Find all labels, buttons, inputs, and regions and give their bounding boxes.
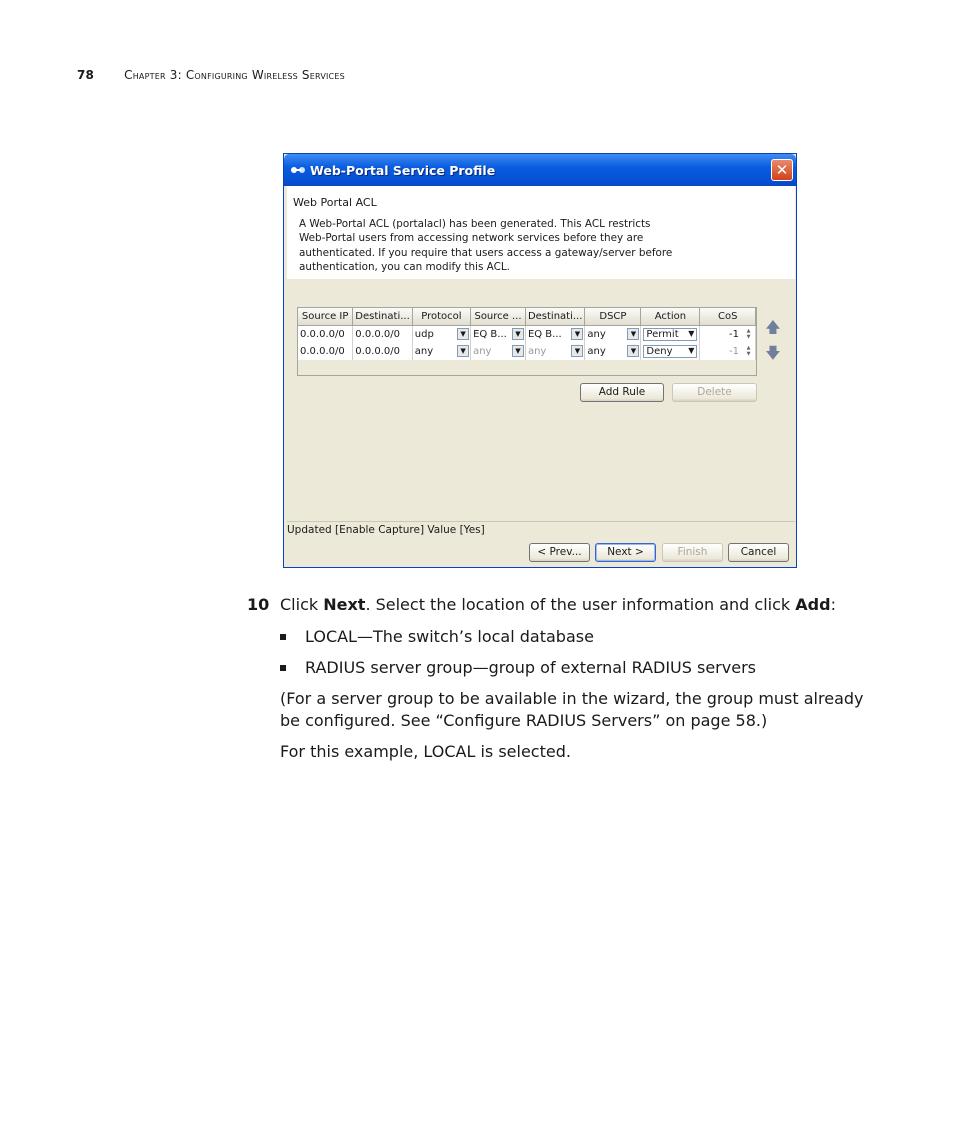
web-portal-dialog [283, 153, 797, 568]
dest-port-cell[interactable] [525, 343, 584, 360]
table-row[interactable] [298, 343, 756, 360]
dscp-value: any [587, 346, 606, 357]
action-select[interactable] [643, 345, 697, 358]
column-header[interactable]: Destinati... [525, 308, 584, 326]
column-header[interactable]: Source IP [298, 308, 353, 326]
finish-button[interactable]: Finish [662, 543, 723, 562]
spinner-icon[interactable]: ▲ ▼ [746, 345, 751, 357]
column-header[interactable]: Protocol [412, 308, 470, 326]
move-down-icon[interactable]: 🡇 [765, 344, 781, 362]
cos-value: -1 [729, 329, 739, 340]
action-cell[interactable] [641, 326, 700, 344]
step-text: Click [280, 595, 324, 614]
dscp-cell[interactable] [585, 326, 641, 344]
next-button[interactable]: Next > [595, 543, 656, 562]
dropdown-arrow-icon[interactable]: ▼ [512, 345, 524, 357]
column-header[interactable]: DSCP [585, 308, 641, 326]
dest-port-value: any [527, 346, 547, 357]
close-button[interactable] [771, 159, 793, 181]
protocol-value: udp [414, 329, 434, 340]
dest-port-value: EQ B... [527, 329, 562, 340]
dropdown-arrow-icon[interactable]: ▼ [512, 328, 524, 340]
column-header[interactable]: CoS [700, 308, 756, 326]
dialog-titlebar[interactable] [284, 154, 796, 186]
chevron-down-icon: ▼ [688, 329, 695, 338]
source-ip-cell[interactable]: 0.0.0.0/0 [298, 326, 353, 344]
page-header [77, 68, 345, 82]
dest-ip-cell[interactable]: 0.0.0.0/0 [353, 343, 412, 360]
delete-button[interactable]: Delete [672, 383, 757, 402]
chapter-title: Chapter 3: Configuring Wireless Services [124, 68, 345, 82]
source-port-cell[interactable] [471, 343, 526, 360]
action-cell[interactable] [641, 343, 700, 360]
step-bold-next: Next [323, 595, 366, 614]
table-header-row [298, 308, 756, 326]
step-instruction [280, 594, 880, 616]
column-header[interactable]: Source ... [471, 308, 526, 326]
dropdown-arrow-icon[interactable]: ▼ [571, 328, 583, 340]
bullet-radius: RADIUS server group—group of external RADIUS servers [305, 658, 756, 677]
protocol-value: any [414, 346, 434, 357]
source-ip-cell[interactable]: 0.0.0.0/0 [298, 343, 353, 360]
protocol-cell[interactable] [412, 343, 470, 360]
table-row[interactable] [298, 326, 756, 344]
status-bar: Updated [Enable Capture] Value [Yes] [287, 521, 795, 538]
cancel-button[interactable]: Cancel [728, 543, 789, 562]
column-header[interactable]: Destinati... [353, 308, 412, 326]
section-description: A Web-Portal ACL (portalacl) has been generated. This ACL restricts Web-Portal users from accessing network services before they are authenticated. If you require that users access a gateway/server before authentication, you can modify this ACL. [299, 218, 673, 274]
step-text: . Select the location of the user information and click [365, 595, 796, 614]
step-text: : [830, 595, 836, 614]
note-paragraph: (For a server group to be available in the wizard, the group must already be configured. See “Configure RADIUS Servers” on page 58.) [280, 689, 864, 730]
move-up-icon[interactable]: 🡅 [765, 318, 781, 336]
action-value: Permit [646, 329, 679, 340]
prev-button[interactable]: < Prev... [529, 543, 590, 562]
dropdown-arrow-icon[interactable]: ▼ [457, 345, 469, 357]
dropdown-arrow-icon[interactable]: ▼ [627, 345, 639, 357]
dest-ip-cell[interactable]: 0.0.0.0/0 [353, 326, 412, 344]
dest-port-cell[interactable] [525, 326, 584, 344]
cos-cell[interactable] [700, 343, 756, 360]
source-port-cell[interactable] [471, 326, 526, 344]
add-rule-button[interactable]: Add Rule [580, 383, 664, 402]
dropdown-arrow-icon[interactable]: ▼ [627, 328, 639, 340]
source-port-value: any [473, 346, 492, 357]
dscp-cell[interactable] [585, 343, 641, 360]
chevron-down-icon: ▼ [688, 346, 695, 355]
acl-table [297, 307, 757, 376]
column-header[interactable]: Action [641, 308, 700, 326]
info-panel [287, 186, 795, 279]
dropdown-arrow-icon[interactable]: ▼ [571, 345, 583, 357]
example-paragraph: For this example, LOCAL is selected. [280, 742, 571, 761]
action-value: Deny [646, 346, 673, 357]
cos-value: -1 [729, 346, 739, 357]
section-heading: Web Portal ACL [293, 196, 377, 209]
bullet-icon [280, 634, 286, 640]
step-number: 10 [247, 595, 270, 614]
step-bold-add: Add [795, 595, 831, 614]
dialog-title: Web-Portal Service Profile [310, 163, 496, 178]
spinner-icon[interactable]: ▲ ▼ [746, 328, 751, 340]
protocol-cell[interactable] [412, 326, 470, 344]
action-select[interactable] [643, 328, 697, 341]
network-app-icon [290, 163, 306, 177]
close-icon: ✕ [775, 161, 789, 179]
cos-cell[interactable] [700, 326, 756, 344]
dscp-value: any [587, 329, 606, 340]
page-number: 78 [77, 68, 95, 82]
bullet-icon [280, 665, 286, 671]
source-port-value: EQ B... [473, 329, 507, 340]
dropdown-arrow-icon[interactable]: ▼ [457, 328, 469, 340]
bullet-local: LOCAL—The switch’s local database [305, 627, 594, 646]
